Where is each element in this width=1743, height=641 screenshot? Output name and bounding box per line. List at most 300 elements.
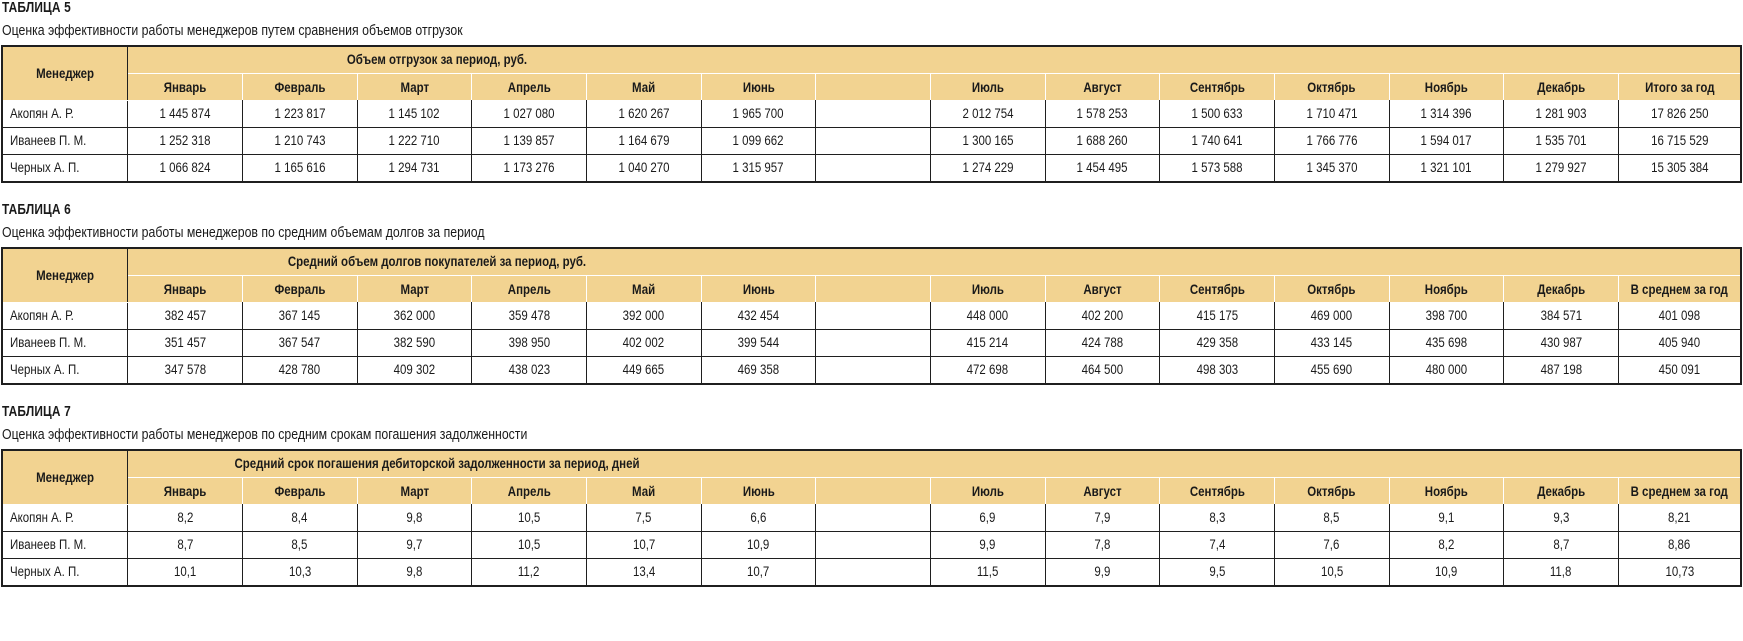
column-header: [128, 478, 243, 505]
cell-value: 392 000: [622, 307, 665, 323]
column-header-label: Декабрь: [1536, 483, 1585, 499]
value-cell: [472, 558, 587, 586]
cell-value: 15 305 384: [1650, 160, 1709, 175]
header-row-columns: [2, 74, 1741, 101]
table-number: ТАБЛИЦА 7: [2, 404, 71, 420]
value-cell: [1274, 558, 1389, 586]
cell-value: 8,5: [1323, 509, 1340, 525]
column-header: [357, 276, 472, 303]
cell-value: 1 454 495: [1076, 160, 1128, 175]
value-cell: [472, 154, 587, 182]
value-cell: [1045, 356, 1160, 384]
value-cell: [930, 302, 1045, 329]
blank-cell: [816, 302, 931, 329]
blank-cell: [816, 127, 931, 154]
manager-name-cell: [2, 127, 128, 154]
value-cell: [242, 531, 357, 558]
column-header: [242, 276, 357, 303]
table-number: ТАБЛИЦА 5: [2, 0, 71, 16]
cell-value: 1 279 927: [1535, 160, 1587, 175]
value-cell: [472, 127, 587, 154]
column-header: [1618, 276, 1741, 303]
cell-value: 7,6: [1323, 537, 1340, 552]
manager-name-cell: [2, 302, 128, 329]
cell-value: 424 788: [1081, 335, 1124, 350]
manager-header-label: Менеджер: [36, 65, 95, 81]
manager-name: Иванеев П. М.: [10, 133, 87, 148]
column-header: [930, 74, 1045, 101]
cell-value: 1 066 824: [159, 160, 211, 175]
cell-value: 1 740 641: [1191, 133, 1243, 148]
value-cell: [242, 127, 357, 154]
value-cell: [1160, 154, 1275, 182]
value-cell: [1618, 356, 1741, 384]
cell-value: 8,7: [177, 537, 194, 552]
table-caption: Оценка эффективности работы менеджеров путем сравнения объемов отгрузок: [2, 22, 463, 39]
value-cell: [586, 504, 701, 531]
cell-value: 9,1: [1438, 509, 1455, 525]
column-header: [1045, 478, 1160, 505]
cell-value: 1 027 080: [503, 105, 555, 121]
column-header: [1160, 276, 1275, 303]
cell-value: 480 000: [1425, 362, 1468, 377]
value-cell: [1274, 127, 1389, 154]
value-cell: [1618, 504, 1741, 531]
column-header-label: Январь: [163, 281, 207, 297]
column-header-label: Март: [400, 281, 429, 297]
value-cell: [1045, 531, 1160, 558]
value-cell: [242, 356, 357, 384]
value-cell: [1160, 302, 1275, 329]
column-header: [1274, 74, 1389, 101]
value-cell: [242, 302, 357, 329]
manager-name: Иванеев П. М.: [10, 537, 87, 552]
cell-value: 8,21: [1668, 509, 1691, 525]
value-cell: [472, 302, 587, 329]
value-cell: [1504, 531, 1619, 558]
cell-value: 398 950: [508, 335, 550, 350]
cell-value: 455 690: [1310, 362, 1353, 377]
column-header-label: Ноябрь: [1424, 483, 1468, 499]
column-header: [1274, 478, 1389, 505]
header-row-columns: [2, 478, 1741, 505]
cell-value: 402 200: [1081, 307, 1124, 323]
column-header: [1504, 276, 1619, 303]
value-cell: [1618, 302, 1741, 329]
value-cell: [472, 100, 587, 127]
column-header-label: В среднем за год: [1630, 483, 1729, 499]
column-header: [1389, 478, 1504, 505]
value-cell: [1274, 302, 1389, 329]
column-header: [357, 74, 472, 101]
cell-value: 9,9: [979, 537, 996, 552]
cell-value: 362 000: [393, 307, 436, 323]
column-header-label: Октябрь: [1307, 483, 1356, 499]
column-header-label: Июль: [971, 79, 1004, 95]
column-header: [1160, 478, 1275, 505]
table-row: [2, 127, 1741, 154]
column-header: [472, 478, 587, 505]
value-cell: [1389, 531, 1504, 558]
value-cell: [1389, 154, 1504, 182]
cell-value: 1 165 616: [274, 160, 326, 175]
manager-name: Акопян А. Р.: [10, 510, 74, 525]
column-header: [242, 478, 357, 505]
cell-value: 1 222 710: [388, 133, 440, 148]
cell-value: 1 573 588: [1191, 160, 1243, 175]
table-row: [2, 356, 1741, 384]
cell-value: 435 698: [1425, 335, 1468, 350]
cell-value: 433 145: [1310, 335, 1353, 350]
cell-value: 472 698: [966, 362, 1009, 377]
cell-value: 1 040 270: [618, 160, 670, 175]
cell-value: 11,2: [518, 564, 540, 579]
value-cell: [128, 531, 243, 558]
value-cell: [1045, 504, 1160, 531]
value-cell: [242, 558, 357, 586]
column-header-label: Март: [400, 79, 429, 95]
cell-value: 1 281 903: [1535, 105, 1587, 121]
value-cell: [1618, 100, 1741, 127]
column-header-label: Май: [632, 483, 656, 499]
cell-value: 1 274 229: [962, 160, 1014, 175]
table-row: [2, 504, 1741, 531]
value-cell: [128, 100, 243, 127]
column-header: [1274, 276, 1389, 303]
value-cell: [1274, 531, 1389, 558]
manager-name: Акопян А. Р.: [10, 106, 74, 121]
value-cell: [1618, 154, 1741, 182]
manager-name-cell: [2, 154, 128, 182]
column-header: [701, 74, 816, 101]
value-cell: [586, 558, 701, 586]
column-header-blank: [816, 276, 931, 303]
cell-value: 367 145: [279, 307, 321, 323]
value-cell: [1618, 127, 1741, 154]
value-cell: [1274, 154, 1389, 182]
header-row-columns: [2, 276, 1741, 303]
cell-value: 432 454: [737, 307, 780, 323]
cell-value: 9,3: [1553, 509, 1569, 525]
value-cell: [930, 531, 1045, 558]
manager-name-cell: [2, 329, 128, 356]
value-cell: [930, 558, 1045, 586]
column-header: [586, 276, 701, 303]
cell-value: 469 000: [1310, 307, 1353, 323]
cell-value: 11,8: [1550, 564, 1572, 579]
data-table: [1, 247, 1742, 385]
cell-value: 1 321 101: [1420, 160, 1472, 175]
value-cell: [242, 100, 357, 127]
column-header: [1504, 478, 1619, 505]
manager-name-cell: [2, 100, 128, 127]
cell-value: 10,5: [1320, 564, 1343, 579]
value-cell: [701, 329, 816, 356]
group-header-label: Объем отгрузок за период, руб.: [347, 52, 528, 67]
value-cell: [1160, 100, 1275, 127]
cell-value: 449 665: [622, 362, 665, 377]
cell-value: 1 500 633: [1191, 105, 1243, 121]
cell-value: 8,5: [291, 537, 308, 552]
cell-value: 347 578: [164, 362, 206, 377]
value-cell: [1045, 558, 1160, 586]
column-header-label: Январь: [163, 79, 207, 95]
value-cell: [128, 154, 243, 182]
cell-value: 8,2: [1438, 537, 1455, 552]
manager-column-header: [2, 450, 128, 504]
blank-cell: [816, 531, 931, 558]
cell-value: 399 544: [737, 335, 780, 350]
value-cell: [1504, 504, 1619, 531]
cell-value: 415 214: [966, 335, 1009, 350]
value-cell: [1160, 356, 1275, 384]
cell-value: 6,9: [979, 509, 996, 525]
cell-value: 8,4: [291, 509, 308, 525]
cell-value: 10,9: [1435, 564, 1458, 579]
column-header: [128, 74, 243, 101]
value-cell: [701, 100, 816, 127]
value-cell: [1389, 302, 1504, 329]
cell-value: 10,7: [747, 564, 770, 579]
cell-value: 1 965 700: [732, 105, 784, 121]
column-header-label: Итого за год: [1644, 79, 1715, 95]
column-header: [242, 74, 357, 101]
column-header: [1045, 276, 1160, 303]
cell-value: 469 358: [737, 362, 780, 377]
column-header-label: Апрель: [507, 281, 551, 297]
column-header-label: Март: [400, 483, 429, 499]
value-cell: [1504, 329, 1619, 356]
manager-header-label: Менеджер: [36, 267, 95, 283]
cell-value: 1 314 396: [1420, 105, 1472, 121]
cell-value: 1 688 260: [1076, 133, 1128, 148]
cell-value: 9,5: [1209, 564, 1225, 579]
data-table: [1, 45, 1742, 183]
manager-header-label: Менеджер: [36, 469, 95, 485]
cell-value: 8,3: [1209, 509, 1225, 525]
cell-value: 7,4: [1209, 537, 1225, 552]
cell-value: 351 457: [164, 335, 206, 350]
column-header-label: Февраль: [274, 483, 326, 499]
manager-name: Черных А. П.: [10, 160, 80, 175]
column-header: [1389, 74, 1504, 101]
manager-name: Акопян А. Р.: [10, 308, 74, 323]
value-cell: [1045, 127, 1160, 154]
column-header: [586, 74, 701, 101]
cell-value: 1 594 017: [1420, 133, 1472, 148]
value-cell: [1274, 329, 1389, 356]
cell-value: 10,73: [1665, 564, 1694, 579]
column-header-label: Февраль: [274, 281, 326, 297]
blank-cell: [816, 100, 931, 127]
table-caption: Оценка эффективности работы менеджеров по средним объемам долгов за период: [2, 224, 485, 241]
cell-value: 9,7: [406, 537, 423, 552]
cell-value: 1 223 817: [274, 105, 326, 121]
value-cell: [930, 504, 1045, 531]
cell-value: 9,8: [406, 509, 423, 525]
cell-value: 1 099 662: [732, 133, 784, 148]
value-cell: [586, 329, 701, 356]
cell-value: 1 300 165: [962, 133, 1014, 148]
value-cell: [701, 531, 816, 558]
manager-name-cell: [2, 558, 128, 586]
column-header-label: Ноябрь: [1424, 281, 1468, 297]
table-row: [2, 100, 1741, 127]
column-header-label: Апрель: [507, 483, 551, 499]
cell-value: 367 547: [279, 335, 321, 350]
cell-value: 438 023: [508, 362, 550, 377]
value-cell: [701, 504, 816, 531]
blank-cell: [816, 356, 931, 384]
column-header-label: Июнь: [742, 483, 775, 499]
value-cell: [1504, 127, 1619, 154]
value-cell: [357, 302, 472, 329]
column-header-label: Октябрь: [1307, 79, 1356, 95]
value-cell: [586, 127, 701, 154]
column-header: [1045, 74, 1160, 101]
cell-value: 1 766 776: [1306, 133, 1358, 148]
value-cell: [1618, 329, 1741, 356]
cell-value: 430 987: [1540, 335, 1582, 350]
group-header: [128, 248, 1741, 276]
value-cell: [357, 531, 472, 558]
cell-value: 450 091: [1658, 362, 1701, 377]
value-cell: [1160, 127, 1275, 154]
value-cell: [1389, 329, 1504, 356]
cell-value: 405 940: [1658, 335, 1701, 350]
value-cell: [128, 356, 243, 384]
value-cell: [1160, 504, 1275, 531]
group-header-label: Средний объем долгов покупателей за период, руб.: [288, 254, 587, 269]
column-header-label: Январь: [163, 483, 207, 499]
value-cell: [1045, 100, 1160, 127]
cell-value: 6,6: [750, 509, 767, 525]
manager-name: Черных А. П.: [10, 362, 80, 377]
value-cell: [1160, 558, 1275, 586]
value-cell: [1504, 100, 1619, 127]
cell-value: 11,5: [976, 564, 999, 579]
table-caption: Оценка эффективности работы менеджеров по средним срокам погашения задолженности: [2, 426, 528, 443]
value-cell: [1274, 356, 1389, 384]
cell-value: 2 012 754: [962, 105, 1014, 121]
cell-value: 1 535 701: [1535, 133, 1587, 148]
manager-name: Черных А. П.: [10, 564, 80, 579]
column-header-label: Февраль: [274, 79, 326, 95]
value-cell: [586, 100, 701, 127]
cell-value: 1 294 731: [388, 160, 440, 175]
column-header: [1504, 74, 1619, 101]
column-header: [701, 276, 816, 303]
data-table: [1, 449, 1742, 587]
cell-value: 10,3: [288, 564, 311, 579]
cell-value: 382 590: [393, 335, 436, 350]
column-header-label: Ноябрь: [1424, 79, 1468, 95]
cell-value: 7,9: [1094, 509, 1111, 525]
value-cell: [1618, 531, 1741, 558]
column-header-label: Декабрь: [1536, 281, 1585, 297]
table-number: ТАБЛИЦА 6: [2, 202, 71, 218]
column-header: [930, 478, 1045, 505]
column-header: [586, 478, 701, 505]
cell-value: 10,5: [517, 509, 541, 525]
manager-name: Иванеев П. М.: [10, 335, 87, 350]
value-cell: [357, 127, 472, 154]
cell-value: 448 000: [966, 307, 1009, 323]
cell-value: 429 358: [1196, 335, 1238, 350]
header-row-group: [2, 450, 1741, 478]
cell-value: 401 098: [1658, 307, 1701, 323]
manager-name-cell: [2, 356, 128, 384]
value-cell: [586, 531, 701, 558]
value-cell: [472, 504, 587, 531]
cell-value: 1 173 276: [503, 160, 555, 175]
cell-value: 10,9: [747, 537, 770, 552]
value-cell: [1389, 558, 1504, 586]
value-cell: [357, 100, 472, 127]
column-header-label: Октябрь: [1307, 281, 1356, 297]
cell-value: 1 710 471: [1306, 105, 1358, 121]
cell-value: 1 578 253: [1076, 105, 1128, 121]
value-cell: [930, 329, 1045, 356]
value-cell: [128, 302, 243, 329]
value-cell: [472, 356, 587, 384]
column-header-label: Август: [1083, 79, 1122, 95]
value-cell: [930, 127, 1045, 154]
cell-value: 9,9: [1094, 564, 1111, 579]
header-row-group: [2, 248, 1741, 276]
manager-name-cell: [2, 531, 128, 558]
blank-cell: [816, 558, 931, 586]
value-cell: [701, 154, 816, 182]
value-cell: [357, 504, 472, 531]
cell-value: 382 457: [164, 307, 206, 323]
cell-value: 1 345 370: [1306, 160, 1358, 175]
column-header-label: Август: [1083, 483, 1122, 499]
value-cell: [1504, 302, 1619, 329]
group-header-label: Средний срок погашения дебиторской задолженности за период, дней: [234, 456, 640, 471]
cell-value: 10,5: [517, 537, 541, 552]
cell-value: 1 145 102: [388, 105, 440, 121]
value-cell: [1274, 504, 1389, 531]
value-cell: [357, 154, 472, 182]
column-header-label: Август: [1083, 281, 1122, 297]
value-cell: [930, 154, 1045, 182]
value-cell: [1389, 127, 1504, 154]
value-cell: [1274, 100, 1389, 127]
value-cell: [1504, 154, 1619, 182]
column-header-label: Сентябрь: [1189, 281, 1245, 297]
table-row: [2, 531, 1741, 558]
value-cell: [128, 504, 243, 531]
column-header-blank: [816, 478, 931, 505]
value-cell: [586, 154, 701, 182]
cell-value: 10,7: [632, 537, 655, 552]
cell-value: 8,7: [1553, 537, 1569, 552]
value-cell: [128, 558, 243, 586]
cell-value: 409 302: [393, 362, 436, 377]
cell-value: 1 252 318: [159, 133, 211, 148]
value-cell: [1618, 558, 1741, 586]
cell-value: 10,1: [173, 564, 197, 579]
cell-value: 7,5: [635, 509, 652, 525]
value-cell: [701, 356, 816, 384]
value-cell: [242, 504, 357, 531]
value-cell: [242, 154, 357, 182]
cell-value: 17 826 250: [1650, 105, 1709, 121]
value-cell: [586, 356, 701, 384]
value-cell: [930, 356, 1045, 384]
column-header-label: Сентябрь: [1189, 79, 1245, 95]
